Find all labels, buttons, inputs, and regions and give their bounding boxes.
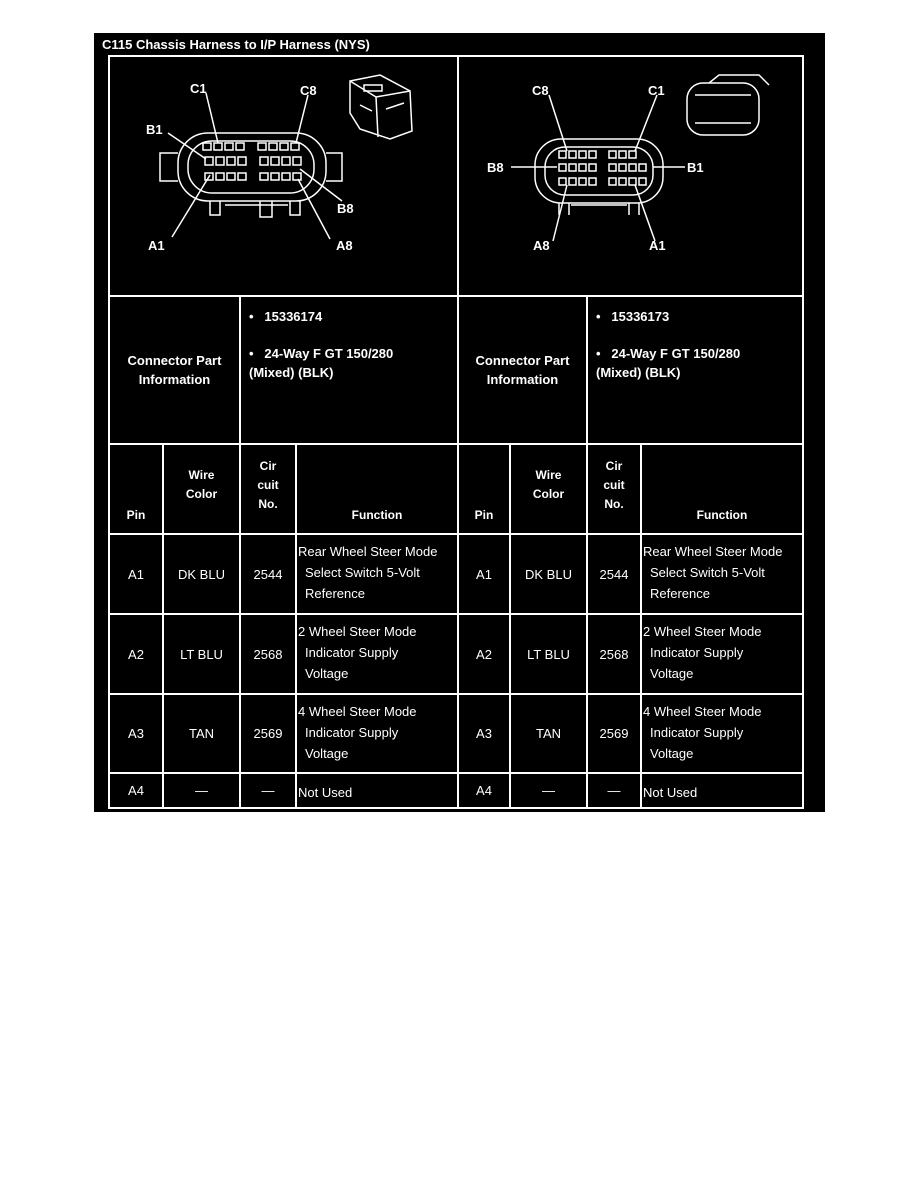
pin-cell: A3 bbox=[459, 695, 511, 774]
pin-cell: A3 bbox=[110, 695, 164, 774]
header-wire-color: Wire Color bbox=[511, 445, 588, 535]
pin-label-a8: A8 bbox=[336, 238, 353, 253]
pin-cell: A2 bbox=[110, 615, 164, 695]
header-function: Function bbox=[297, 445, 459, 535]
wire-color-cell: — bbox=[164, 774, 241, 807]
connector-table bbox=[108, 55, 804, 809]
pin-label-c1: C1 bbox=[190, 81, 207, 96]
wire-color-cell: TAN bbox=[164, 695, 241, 774]
pin-label-a1: A1 bbox=[649, 238, 666, 253]
wire-color-cell: — bbox=[511, 774, 588, 807]
pin-label-b1: B1 bbox=[687, 160, 704, 175]
pin-label-a1: A1 bbox=[148, 238, 165, 253]
function-cell: 2 Wheel Steer Mode Indicator Supply Voltage bbox=[642, 615, 802, 695]
connector-diagram-right bbox=[459, 57, 802, 297]
part-info-value-right: • 15336173 • 24-Way F GT 150/280 (Mixed) (BLK) bbox=[588, 297, 802, 445]
wire-color-cell: DK BLU bbox=[511, 535, 588, 615]
pin-cell: A1 bbox=[110, 535, 164, 615]
pin-label-b1: B1 bbox=[146, 122, 163, 137]
pin-label-b8: B8 bbox=[487, 160, 504, 175]
circuit-cell: — bbox=[241, 774, 297, 807]
part-number: 15336174 bbox=[264, 309, 323, 324]
connector-face-right-image bbox=[459, 57, 802, 295]
circuit-cell: 2569 bbox=[241, 695, 297, 774]
pin-label-c1: C1 bbox=[648, 83, 665, 98]
function-cell: Rear Wheel Steer Mode Select Switch 5-Volt Reference bbox=[297, 535, 459, 615]
circuit-cell: 2544 bbox=[241, 535, 297, 615]
function-cell: Not Used bbox=[643, 785, 698, 800]
circuit-cell: 2544 bbox=[588, 535, 642, 615]
pin-label-a8: A8 bbox=[533, 238, 550, 253]
pin-label-b8: B8 bbox=[337, 201, 354, 216]
pin-cell: A4 bbox=[110, 774, 164, 807]
part-description-line2: (Mixed) (BLK) bbox=[596, 365, 681, 380]
wire-color-cell: DK BLU bbox=[164, 535, 241, 615]
part-description-line1: 24-Way F GT 150/280 bbox=[264, 346, 394, 361]
sheet-title: C115 Chassis Harness to I/P Harness (NYS) bbox=[102, 37, 370, 52]
function-cell: 2 Wheel Steer Mode Indicator Supply Voltage bbox=[297, 615, 459, 695]
connector-face-left-image bbox=[110, 57, 457, 295]
header-circuit: Cir cuit No. bbox=[241, 445, 297, 535]
circuit-cell: 2568 bbox=[588, 615, 642, 695]
part-info-label-left: Connector Part Information bbox=[110, 297, 241, 445]
part-description-line2: (Mixed) (BLK) bbox=[249, 365, 334, 380]
header-function: Function bbox=[642, 445, 802, 535]
part-info-value-left: • 15336174 • 24-Way F GT 150/280 (Mixed) (BLK) bbox=[241, 297, 459, 445]
connector-sheet bbox=[94, 33, 825, 812]
header-wire-color: Wire Color bbox=[164, 445, 241, 535]
header-pin: Pin bbox=[110, 445, 164, 535]
wire-color-cell: LT BLU bbox=[511, 615, 588, 695]
connector-diagram-left bbox=[110, 57, 459, 297]
part-description-line1: 24-Way F GT 150/280 bbox=[611, 346, 741, 361]
wire-color-cell: TAN bbox=[511, 695, 588, 774]
function-cell: 4 Wheel Steer Mode Indicator Supply Voltage bbox=[297, 695, 459, 774]
circuit-cell: — bbox=[588, 774, 642, 807]
pin-cell: A1 bbox=[459, 535, 511, 615]
pin-cell: A4 bbox=[459, 774, 511, 807]
header-pin: Pin bbox=[459, 445, 511, 535]
header-circuit: Cir cuit No. bbox=[588, 445, 642, 535]
circuit-cell: 2569 bbox=[588, 695, 642, 774]
function-cell: Not Used bbox=[297, 774, 459, 807]
pin-label-c8: C8 bbox=[532, 83, 549, 98]
function-cell: 4 Wheel Steer Mode Indicator Supply Voltage bbox=[642, 695, 802, 774]
wire-color-cell: LT BLU bbox=[164, 615, 241, 695]
circuit-cell: 2568 bbox=[241, 615, 297, 695]
function-cell: Rear Wheel Steer Mode Select Switch 5-Volt Reference bbox=[642, 535, 802, 615]
part-number: 15336173 bbox=[611, 309, 670, 324]
pin-cell: A2 bbox=[459, 615, 511, 695]
part-info-label-right: Connector Part Information bbox=[459, 297, 588, 445]
pin-label-c8: C8 bbox=[300, 83, 317, 98]
